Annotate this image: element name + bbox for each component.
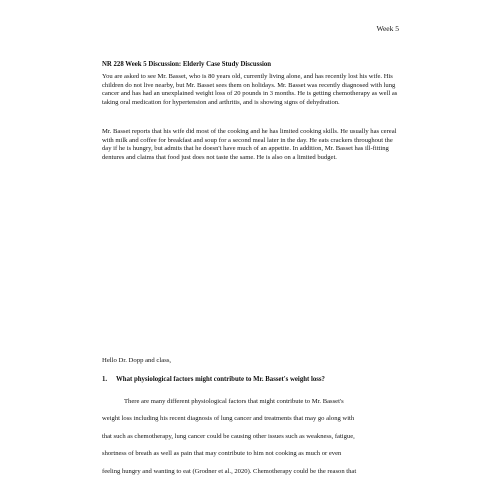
- answer-line: weight loss including his recent diagnosis of lung cancer and treatments that may go along with: [102, 415, 355, 423]
- answer-paragraph: [102, 393, 398, 480]
- question-heading: [102, 376, 398, 383]
- answer-line: feeling hungry and wanting to eat (Grodner et al., 2020). Chemotherapy could be the reason that: [102, 467, 357, 475]
- answer-line: that such as chemotherapy, lung cancer could be causing other issues such as weakness, fatigue,: [102, 432, 355, 440]
- answer-line: There are many different physiological factors that might contribute to Mr. Basset's: [124, 398, 344, 405]
- case-paragraph-1: You are asked to see Mr. Basset, who is 80 years old, currently living alone, and has recently lost his wife. His children do not live nearby, but Mr. Basset sees them on holidays. Mr. Basset was recently diagnosed with lung cancer and has had an unexplained weight loss of 20 pounds in 3 months. He is getting chemotherapy as well as taking oral medication for hypertension and arthritis, and is showing signs of dehydration.: [102, 73, 398, 106]
- question-text: What physiological factors might contribute to Mr. Basset's weight loss?: [116, 376, 325, 383]
- running-head: Week 5: [376, 24, 399, 33]
- answer-line: shortness of breath as well as pain that may contribute to him not cooking as much or even: [102, 450, 342, 458]
- case-paragraph-2: Mr. Basset reports that his wife did most of the cooking and he has limited cooking skills. He usually has cereal with milk and coffee for breakfast and soup for a second meal later in the day. He eats crackers throughout the day if he is hungry, but admits that he doesn't have much of an appetite. In addition, Mr. Basset has ill-fitting dentures and claims that food just does not taste the same. He is also on a limited budget.: [102, 128, 397, 161]
- question-number: 1.: [102, 376, 108, 383]
- greeting: Hello Dr. Dopp and class,: [102, 357, 172, 364]
- document-title: NR 228 Week 5 Discussion: Elderly Case Study Discussion: [102, 61, 272, 68]
